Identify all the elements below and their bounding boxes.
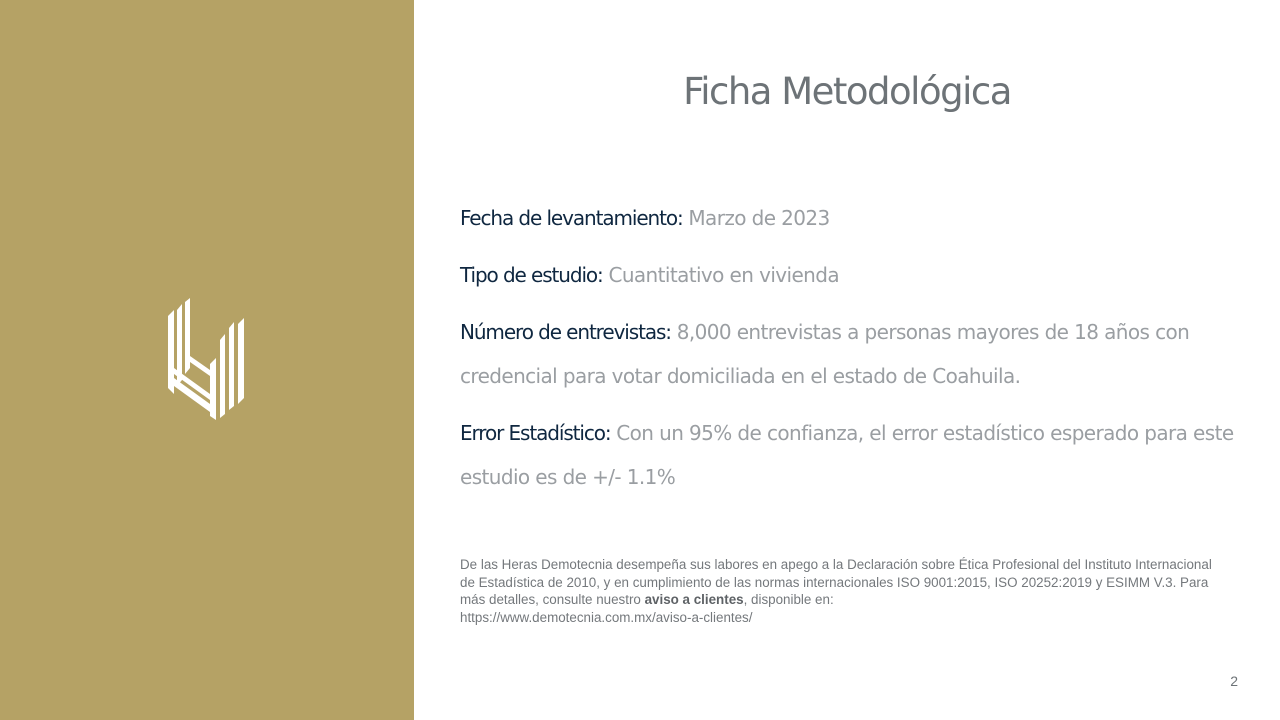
- disclaimer-text: De las Heras Demotecnia desempeña sus labores en apego a la Declaración sobre Ética Profesional del Instituto Internacional de Estadística de 2010, y en cumplimiento de las normas internacionales ISO 9001:2015, ISO 20252:2019 y ESIMM V.3. Para más detalles, consulte nuestro: [460, 557, 1212, 607]
- field-entrevistas-label: Número de entrevistas:: [460, 320, 671, 344]
- disclaimer: [460, 556, 1220, 626]
- field-error-value: Con un 95% de confianza, el error estadístico esperado para este estudio es de +/- 1.1%: [460, 421, 1234, 489]
- page-number: 2: [1230, 673, 1238, 689]
- field-error-label: Error Estadístico:: [460, 421, 611, 445]
- side-panel: [0, 0, 414, 720]
- demotecnia-logo-icon: [166, 298, 248, 422]
- aviso-clientes-link[interactable]: aviso a clientes: [644, 592, 744, 607]
- methodology-fields: [460, 196, 1240, 512]
- field-error: [460, 411, 1240, 499]
- field-entrevistas-value: 8,000 entrevistas a personas mayores de 18 años con credencial para votar domiciliada en el estado de Coahuila.: [460, 320, 1190, 388]
- page-title: Ficha Metodológica: [683, 70, 1011, 113]
- field-entrevistas: [460, 310, 1240, 398]
- field-fecha-value: Marzo de 2023: [688, 206, 830, 230]
- field-fecha-label: Fecha de levantamiento:: [460, 206, 683, 230]
- disclaimer-text-after: , disponible en:: [743, 592, 834, 607]
- field-tipo-value: Cuantitativo en vivienda: [608, 263, 840, 287]
- field-fecha: [460, 196, 1240, 240]
- field-tipo-label: Tipo de estudio:: [460, 263, 603, 287]
- field-tipo: [460, 253, 1240, 297]
- disclaimer-url[interactable]: https://www.demotecnia.com.mx/aviso-a-clientes/: [460, 609, 753, 625]
